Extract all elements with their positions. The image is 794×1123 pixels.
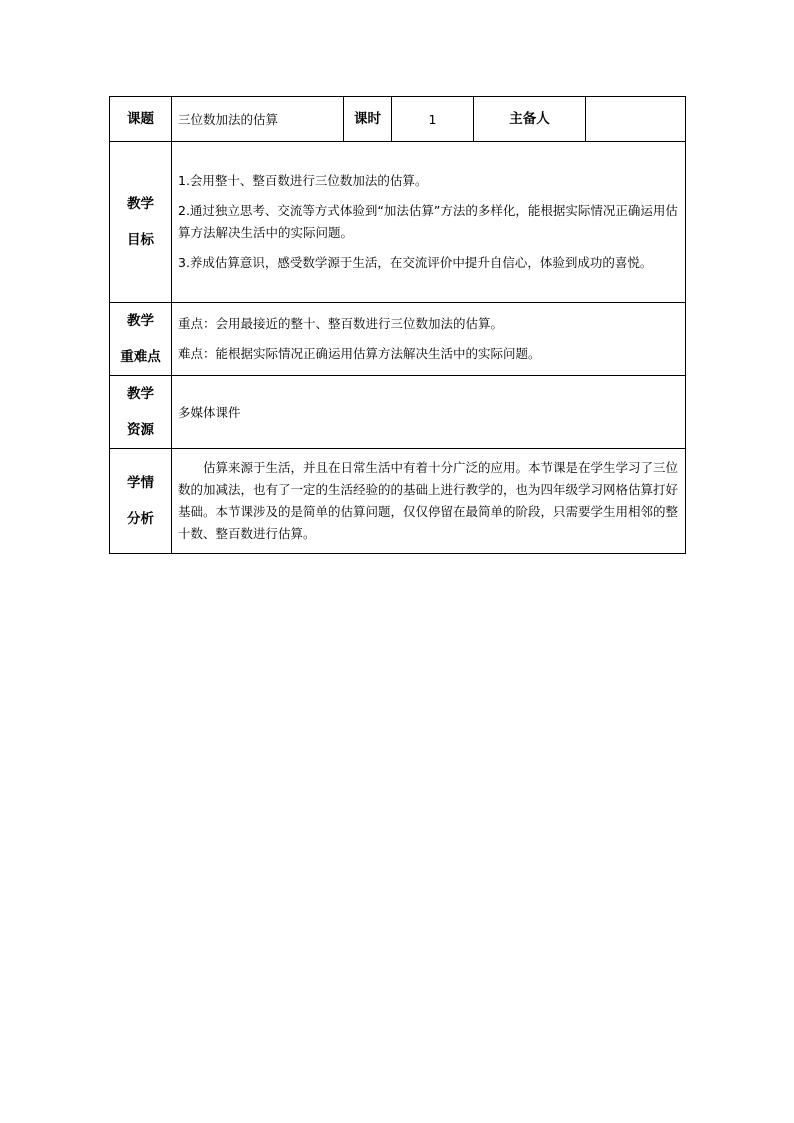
keypoints-label <box>110 303 172 376</box>
analysis-label <box>110 449 172 554</box>
resources-content: 多媒体课件 <box>172 376 686 449</box>
topic-row <box>110 97 686 142</box>
goal-item: 3.养成估算意识，感受数学源于生活，在交流评价中提升自信心，体验到成功的喜悦。 <box>178 255 653 270</box>
goals-label-line1: 教学 <box>127 196 154 212</box>
period-value: 1 <box>392 97 474 142</box>
goals-label-line2: 目标 <box>127 232 154 248</box>
difficulty-point: 难点：能根据实际情况正确运用估算方法解决生活中的实际问题。 <box>178 346 541 361</box>
keypoints-content <box>172 303 686 376</box>
goals-content <box>172 142 686 303</box>
goals-label <box>110 142 172 303</box>
resources-row <box>110 376 686 449</box>
resources-label <box>110 376 172 449</box>
lesson-plan-table <box>109 96 686 554</box>
key-point: 重点：会用最接近的整十、整百数进行三位数加法的估算。 <box>178 316 504 331</box>
goal-item: 1.会用整十、整百数进行三位数加法的估算。 <box>178 173 428 188</box>
topic-label: 课题 <box>110 97 172 142</box>
topic-title: 三位数加法的估算 <box>172 97 344 142</box>
goals-row <box>110 142 686 303</box>
resources-label-line2: 资源 <box>127 422 154 438</box>
analysis-row <box>110 449 686 554</box>
preparer-label: 主备人 <box>474 97 586 142</box>
period-label: 课时 <box>344 97 392 142</box>
preparer-value <box>586 97 686 142</box>
analysis-text: 估算来源于生活，并且在日常生活中有着十分广泛的应用。本节课是在学生学习了三位数的加减法，也有了一定的生活经验的的基础上进行教学的，也为四年级学习网格估算打好基础。本节课涉及的是简单的估算问题，仅仅停留在最简单的阶段，只需要学生用相邻的整十数、整百数进行估算。 <box>178 460 679 541</box>
analysis-content <box>172 449 686 554</box>
keypoints-row <box>110 303 686 376</box>
resources-label-line1: 教学 <box>127 386 154 402</box>
goal-item: 2.通过独立思考、交流等方式体验到“加法估算”方法的多样化，能根据实际情况正确运用估算方法解决生活中的实际问题。 <box>178 203 678 240</box>
analysis-label-line1: 学情 <box>127 475 154 491</box>
keypoints-label-line2: 重难点 <box>120 349 161 365</box>
keypoints-label-line1: 教学 <box>127 313 154 329</box>
analysis-label-line2: 分析 <box>127 511 154 527</box>
